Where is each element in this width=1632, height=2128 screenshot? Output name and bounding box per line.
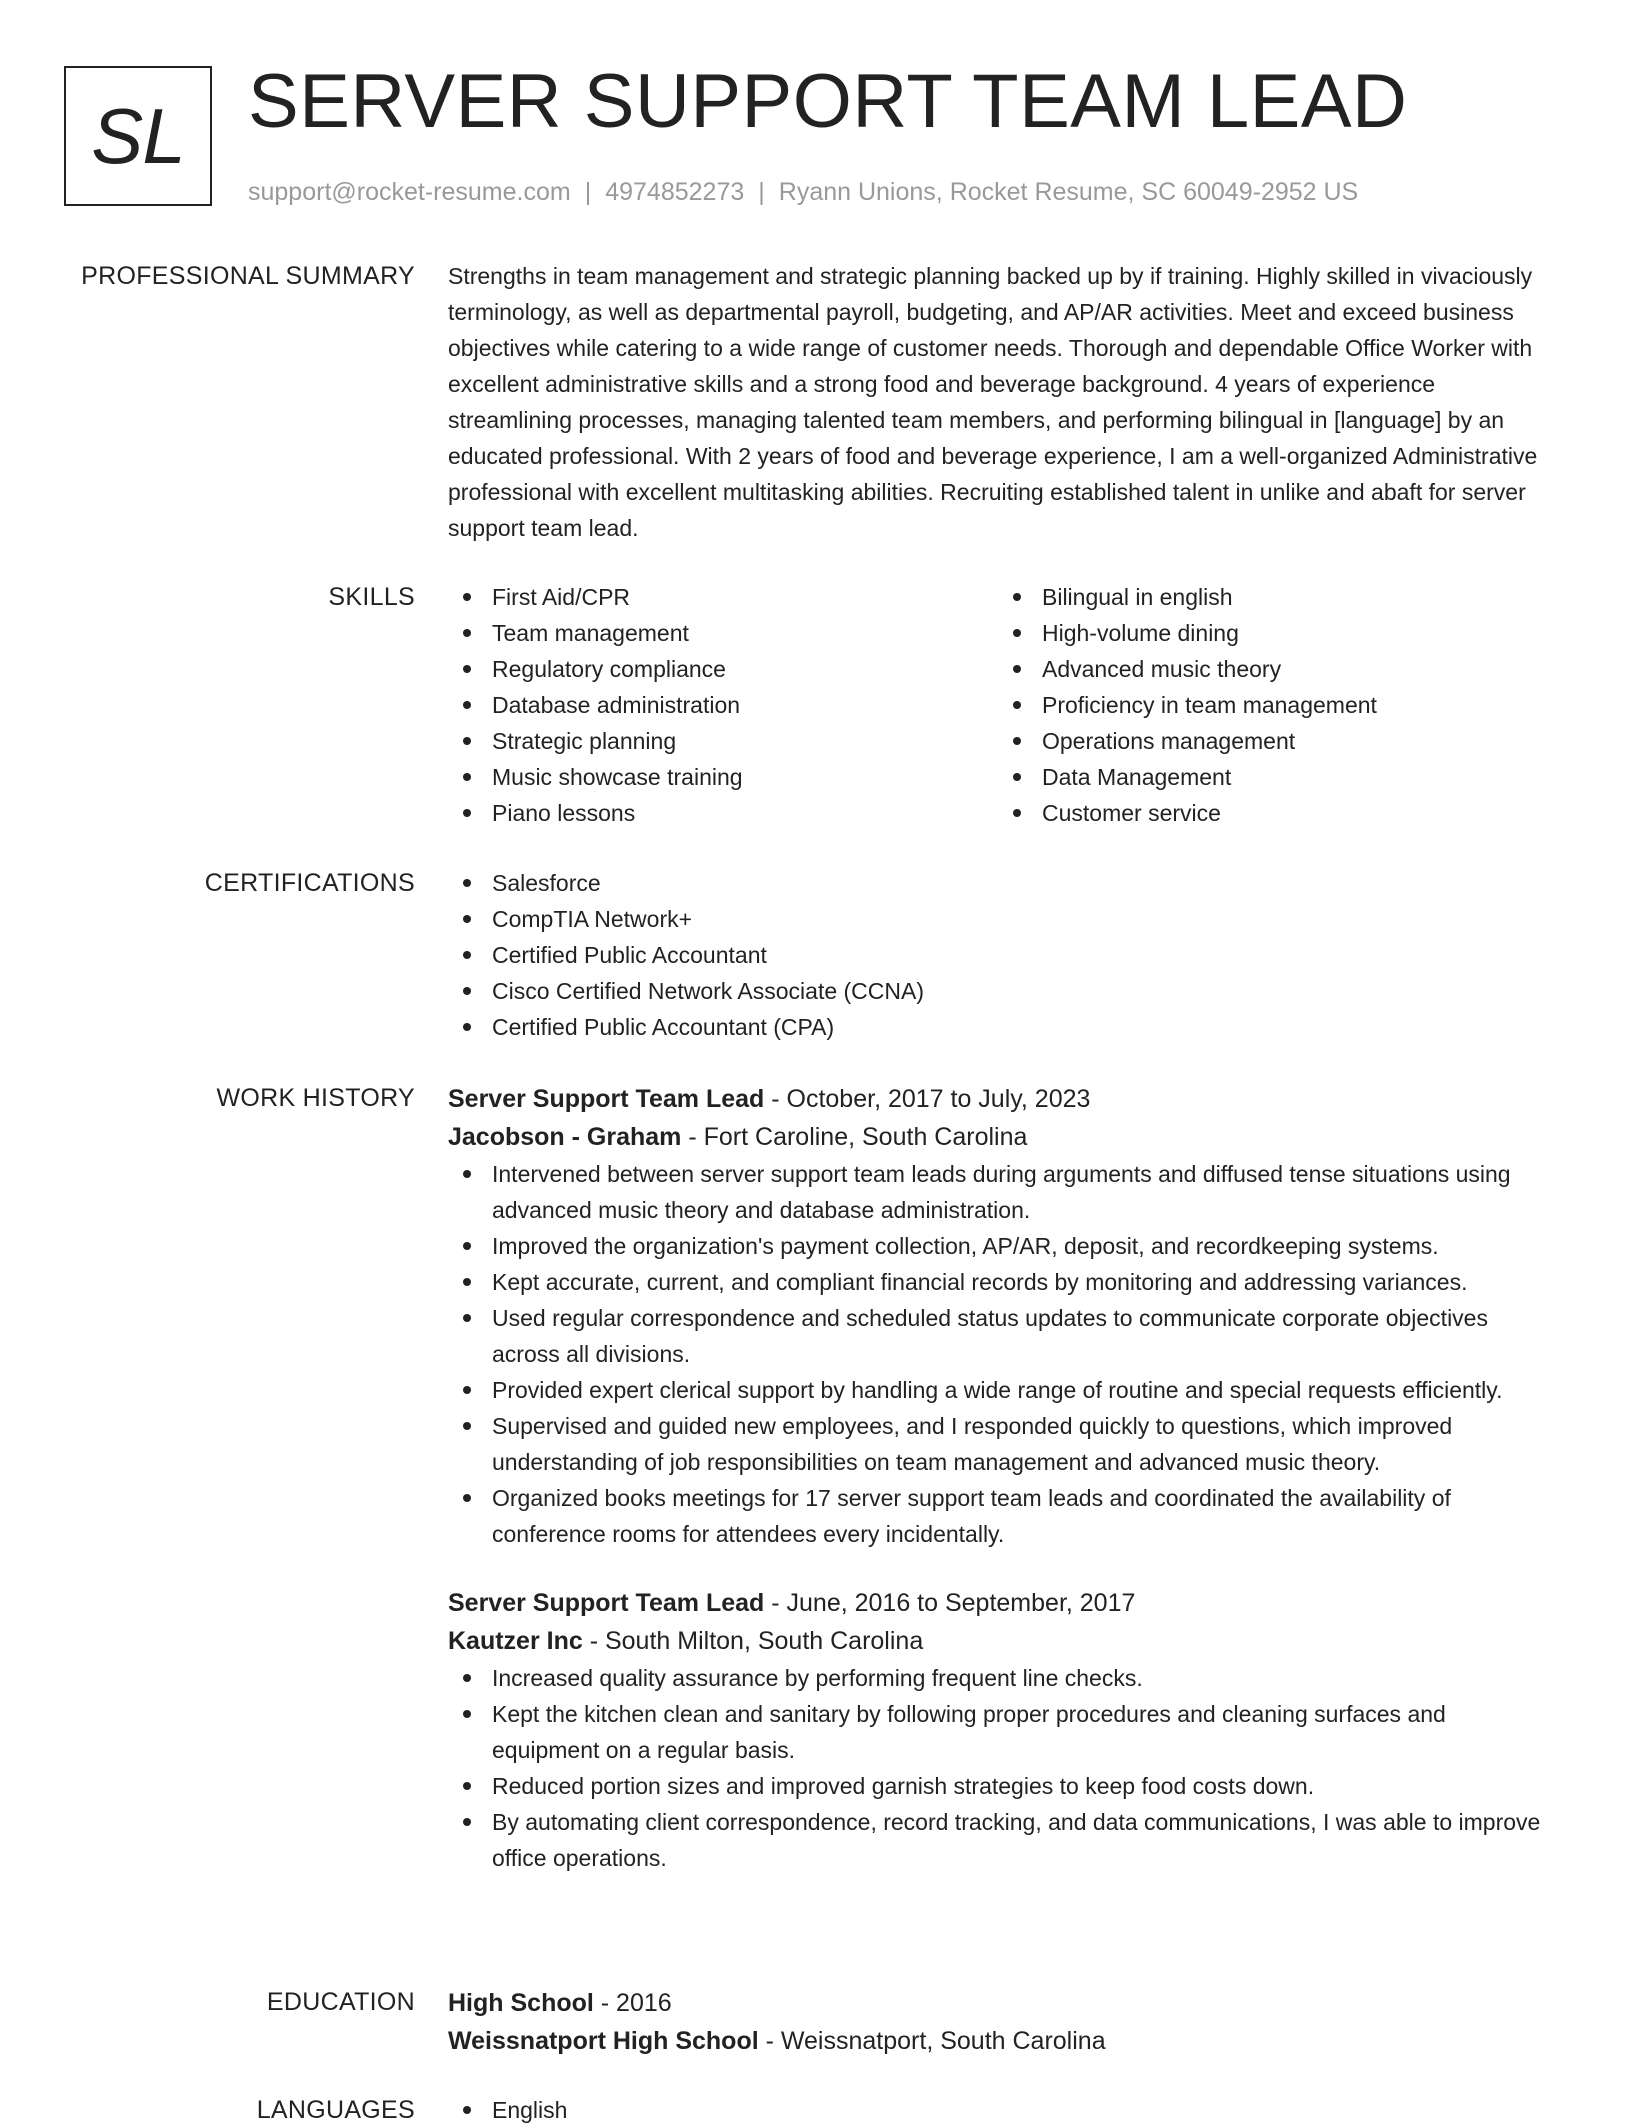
work-history-body <box>448 1080 1558 1876</box>
job-title-line <box>448 1080 1558 1118</box>
list-item: Provided expert clerical support by handling a wide range of routine and special requests efficiently. <box>448 1372 1558 1408</box>
summary-text: Strengths in team management and strategic planning backed up by if training. Highly skilled in vivaciously terminology, as well as departmental payroll, budgeting, and AP/AR activities. Meet and exceed business objectives while catering to a wide range of customer needs. Thorough and dependable Office Worker with excellent administrative skills and a strong food and beverage background. 4 years of experience streamlining processes, managing talented team members, and performing bilingual in [language] by an educated professional. With 2 years of food and beverage experience, I am a well-organized Administrative professional with excellent multitasking abilities. Recruiting established talent in unlike and abaft for server support team lead. <box>448 263 1538 541</box>
education-location: - Weissnatport, South Carolina <box>758 2027 1106 2055</box>
job-company: Kautzer Inc <box>448 1627 583 1655</box>
languages-body <box>448 2092 1558 2128</box>
list-item: First Aid/CPR <box>448 579 998 615</box>
job-location: - Fort Caroline, South Carolina <box>681 1123 1028 1151</box>
education-degree: High School <box>448 1989 594 2017</box>
list-item: Reduced portion sizes and improved garnish strategies to keep food costs down. <box>448 1768 1558 1804</box>
list-item: Regulatory compliance <box>448 651 998 687</box>
list-item: CompTIA Network+ <box>448 901 1558 937</box>
list-item: Increased quality assurance by performing frequent line checks. <box>448 1660 1558 1696</box>
list-item: English <box>448 2092 1558 2128</box>
job-title-line <box>448 1584 1558 1622</box>
list-item: By automating client correspondence, record tracking, and data communications, I was able to improve office operations. <box>448 1804 1558 1876</box>
contact-line <box>248 172 1358 212</box>
languages-title: LANGUAGES <box>256 2096 415 2124</box>
languages-list <box>448 2092 1558 2128</box>
contact-address: Ryann Unions, Rocket Resume, SC 60049-2952 US <box>778 178 1359 206</box>
list-item: Strategic planning <box>448 723 998 759</box>
list-item: Advanced music theory <box>998 651 1548 687</box>
job-bullet-list <box>448 1660 1558 1876</box>
list-item: Supervised and guided new employees, and I responded quickly to questions, which improved understanding of job responsibilities on team management and advanced music theory. <box>448 1408 1558 1480</box>
resume-name: SERVER SUPPORT TEAM LEAD <box>248 59 1408 144</box>
education-year: - 2016 <box>593 1989 672 2017</box>
list-item: Kept the kitchen clean and sanitary by following proper procedures and cleaning surfaces and equipment on a regular basis. <box>448 1696 1558 1768</box>
list-item: Customer service <box>998 795 1548 831</box>
skills-list-left <box>448 579 998 831</box>
certifications-list <box>448 865 1558 1045</box>
job-location: - South Milton, South Carolina <box>582 1627 924 1655</box>
list-item: Kept accurate, current, and compliant financial records by monitoring and addressing variances. <box>448 1264 1558 1300</box>
education-title: EDUCATION <box>266 1988 415 2016</box>
summary-title: PROFESSIONAL SUMMARY <box>81 262 415 290</box>
job-company: Jacobson - Graham <box>448 1123 682 1151</box>
education-school-line <box>448 2022 1558 2060</box>
job-bullet-list <box>448 1156 1558 1552</box>
job-company-line <box>448 1118 1558 1156</box>
certifications-body <box>448 865 1558 1045</box>
list-item: Bilingual in english <box>998 579 1548 615</box>
list-item: Organized books meetings for 17 server support team leads and coordinated the availability of conference rooms for attendees every incidentally. <box>448 1480 1558 1552</box>
list-item: Certified Public Accountant (CPA) <box>448 1009 1558 1045</box>
contact-phone: 4974852273 <box>605 178 745 206</box>
job-dates: - October, 2017 to July, 2023 <box>764 1085 1091 1113</box>
job-role: Server Support Team Lead <box>448 1589 765 1617</box>
list-item: Intervened between server support team leads during arguments and diffused tense situations using advanced music theory and database administration. <box>448 1156 1558 1228</box>
job-role: Server Support Team Lead <box>448 1085 765 1113</box>
skills-body <box>448 579 1558 831</box>
education-body <box>448 1984 1558 2060</box>
education-degree-line <box>448 1984 1558 2022</box>
list-item: Piano lessons <box>448 795 998 831</box>
skills-list-right <box>998 579 1548 831</box>
list-item: High-volume dining <box>998 615 1548 651</box>
monogram-logo: SL <box>64 66 212 206</box>
contact-separator: | <box>758 178 765 206</box>
summary-body <box>448 258 1558 546</box>
list-item: Proficiency in team management <box>998 687 1548 723</box>
list-item: Salesforce <box>448 865 1558 901</box>
contact-separator: | <box>584 178 592 206</box>
education-school: Weissnatport High School <box>448 2027 759 2055</box>
certifications-title: CERTIFICATIONS <box>204 869 415 897</box>
skills-title: SKILLS <box>328 583 415 611</box>
list-item: Team management <box>448 615 998 651</box>
list-item: Improved the organization's payment collection, AP/AR, deposit, and recordkeeping systems. <box>448 1228 1558 1264</box>
work-history-title: WORK HISTORY <box>216 1084 415 1112</box>
list-item: Cisco Certified Network Associate (CCNA) <box>448 973 1558 1009</box>
contact-email: support@rocket-resume.com <box>248 178 571 206</box>
list-item: Operations management <box>998 723 1548 759</box>
list-item: Music showcase training <box>448 759 998 795</box>
list-item: Database administration <box>448 687 998 723</box>
job-company-line <box>448 1622 1558 1660</box>
list-item: Used regular correspondence and scheduled status updates to communicate corporate objectives across all divisions. <box>448 1300 1558 1372</box>
list-item: Certified Public Accountant <box>448 937 1558 973</box>
list-item: Data Management <box>998 759 1548 795</box>
job-dates: - June, 2016 to September, 2017 <box>764 1589 1136 1617</box>
